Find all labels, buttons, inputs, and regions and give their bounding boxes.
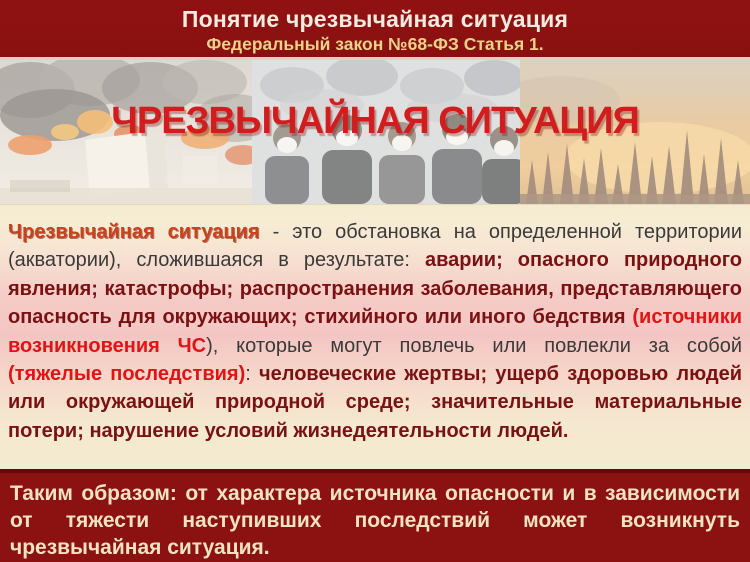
photo-banner <box>0 60 750 204</box>
definition-segment-maroon: человеческие жертвы; ущерб здоровью людей или окружающей природной среде; значительные материальные потери; нарушение условий жизнедеятельности людей. <box>8 363 742 442</box>
banner-divider <box>0 204 750 215</box>
conclusion-section <box>0 469 750 562</box>
conclusion-text: Таким образом: от характера источника опасности и в зависимости от тяжести наступивших последствий может возникнуть чрезвычайная ситуация. <box>10 482 740 559</box>
definition-segment-body: - это обстановка на определенной территории (акватории), сложившаяся в результате: <box>8 221 742 272</box>
banner-headline: ЧРЕЗВЫЧАЙНАЯ СИТУАЦИЯ <box>111 100 639 142</box>
slide-header <box>0 0 750 57</box>
definition-segment-maroon: аварии; опасного природного явления; катастрофы; распространения заболевания, представляющего опасность для окружающих; стихийного или иного бедствия <box>8 249 742 329</box>
definition-paragraph <box>8 218 742 445</box>
definition-section <box>0 215 750 469</box>
header-title: Понятие чрезвычайная ситуация <box>181 6 569 32</box>
definition-segment-body: ), которые могут повлечь или повлекли за собой <box>206 334 743 357</box>
header-subtitle: Федеральный закон №68-ФЗ Статья 1. <box>206 34 544 54</box>
definition-segment-lead: Чрезвычайная ситуация <box>8 221 260 243</box>
definition-segment-body: : <box>245 363 260 386</box>
definition-segment-red: (источники возникновения ЧС <box>8 306 742 357</box>
definition-segment-red: (тяжелые последствия) <box>8 363 246 386</box>
